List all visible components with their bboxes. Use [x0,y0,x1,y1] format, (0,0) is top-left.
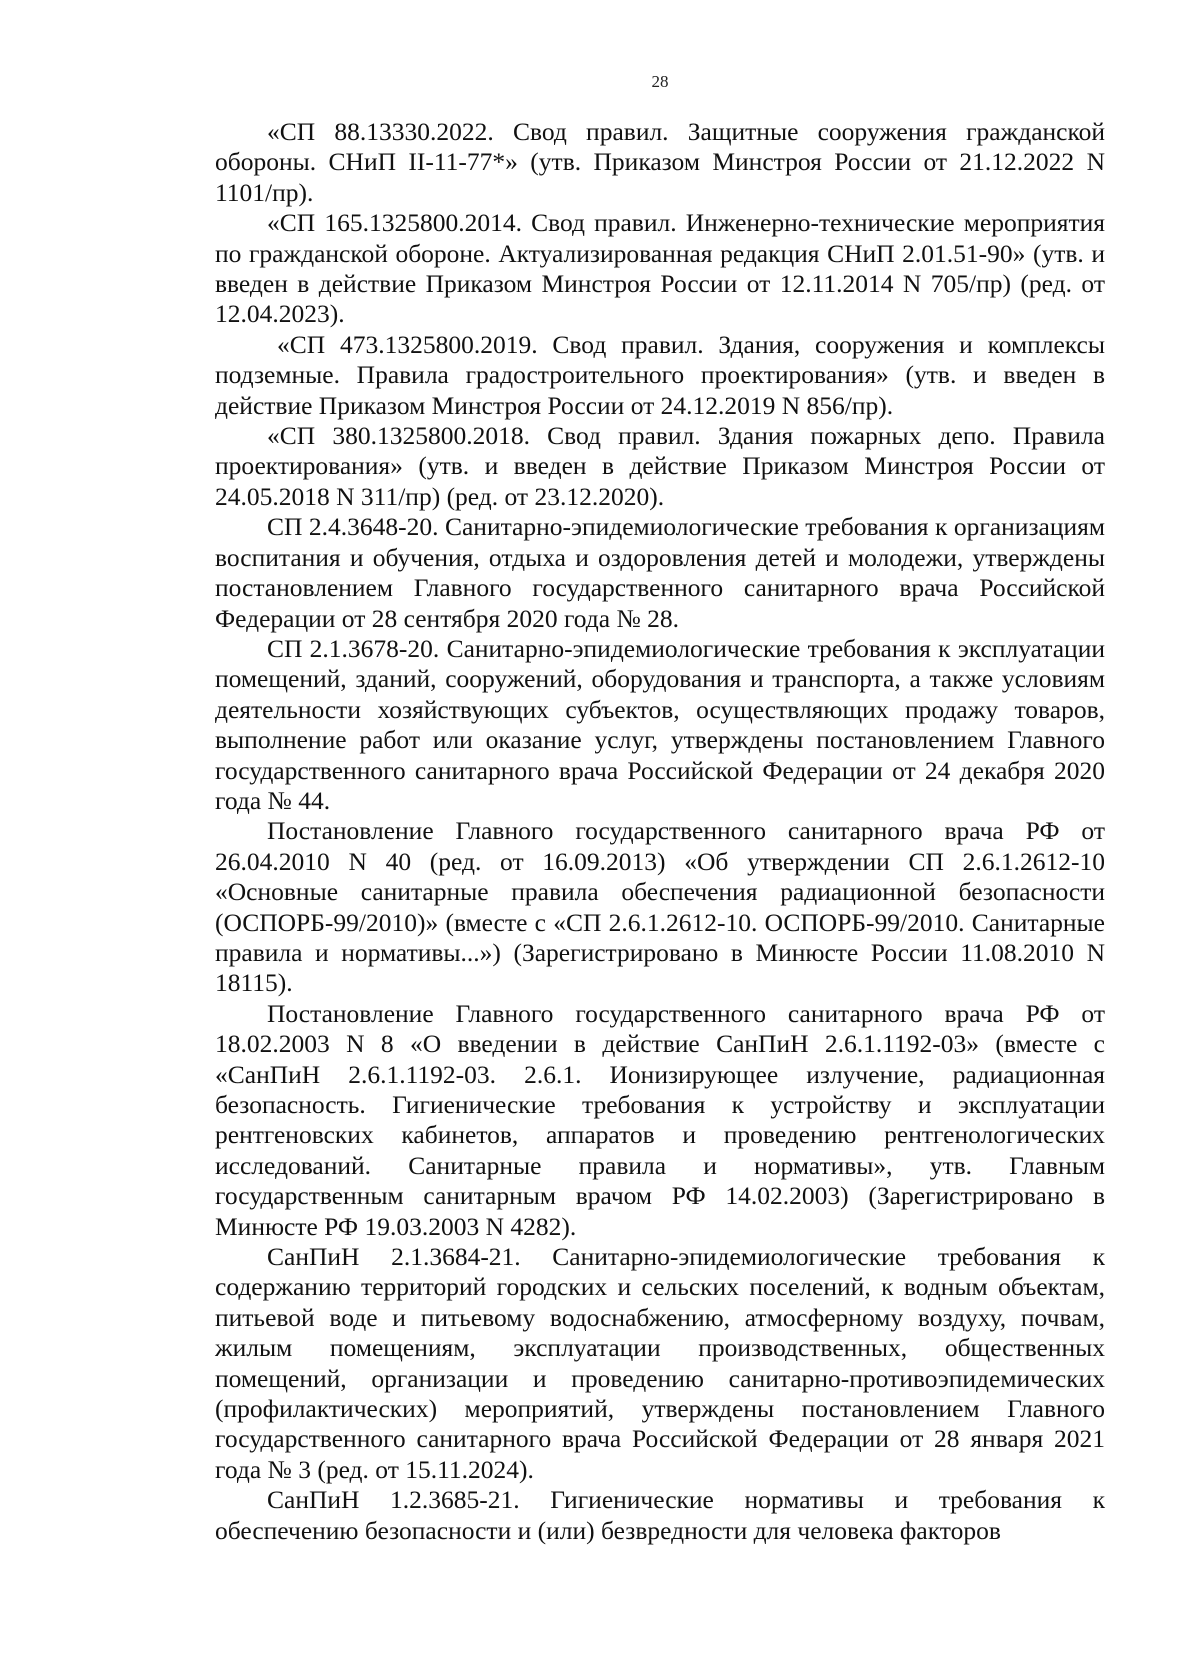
paragraph-sp-2-4-3648: СП 2.4.3648-20. Санитарно-эпидемиологические требования к организациям воспитания и обучения, отдыха и оздоровления детей и молодежи, утверждены постановлением Главного государственного санитарного врача Российской Федерации от 28 сентября 2020 года № 28. [215,512,1105,633]
paragraph-sanpin-1-2-3685: СанПиН 1.2.3685-21. Гигиенические нормативы и требования к обеспечению безопасности и (или) безвредности для человека факторов [215,1485,1105,1545]
paragraph-sanpin-2-1-3684: СанПиН 2.1.3684-21. Санитарно-эпидемиологические требования к содержанию территорий городских и сельских поселений, к водным объектам, питьевой воде и питьевому водоснабжению, атмосферному воздуху, почвам, жилым помещениям, эксплуатации производственных, общественных помещений, организации и проведению санитарно-противоэпидемических (профилактических) мероприятий, утверждены постановлением Главного государственного санитарного врача Российской Федерации от 28 января 2021 года № 3 (ред. от 15.11.2024). [215,1242,1105,1484]
paragraph-sp-165: «СП 165.1325800.2014. Свод правил. Инженерно-технические мероприятия по гражданской обороне. Актуализированная редакция СНиП 2.01.51-90» (утв. и введен в действие Приказом Минстроя России от 12.11.2014 N 705/пр) (ред. от 12.04.2023). [215,208,1105,329]
page-number: 28 [651,72,669,91]
paragraph-sp-473: «СП 473.1325800.2019. Свод правил. Здания, сооружения и комплексы подземные. Правила градостроительного проектирования» (утв. и введен в действие Приказом Минстроя России от 24.12.2019 N 856/пр). [215,329,1105,420]
paragraph-sp-2-1-3678: СП 2.1.3678-20. Санитарно-эпидемиологические требования к эксплуатации помещений, зданий, сооружений, оборудования и транспорта, а также условиям деятельности хозяйствующих субъектов, осуществляющих продажу товаров, выполнение работ или оказание услуг, утверждены постановлением Главного государственного санитарного врача Российской Федерации от 24 декабря 2020 года № 44. [215,633,1105,815]
paragraph-sp-88: «СП 88.13330.2022. Свод правил. Защитные сооружения гражданской обороны. СНиП II-11-77*» (утв. Приказом Минстроя России от 21.12.2022 N 1101/пр). [215,117,1105,207]
paragraph-resolution-40: Постановление Главного государственного санитарного врача РФ от 26.04.2010 N 40 (ред. от 16.09.2013) «Об утверждении СП 2.6.1.2612-10 «Основные санитарные правила обеспечения радиационной безопасности (ОСПОРБ-99/2010)» (вместе с «СП 2.6.1.2612-10. ОСПОРБ-99/2010. Санитарные правила и нормативы...») (Зарегистрировано в Минюсте России 11.08.2010 N 18115). [215,816,1105,998]
paragraph-sp-380: «СП 380.1325800.2018. Свод правил. Здания пожарных депо. Правила проектирования» (утв. и введен в действие Приказом Минстроя России от 24.05.2018 N 311/пр) (ред. от 23.12.2020). [215,421,1105,511]
paragraph-resolution-8: Постановление Главного государственного санитарного врача РФ от 18.02.2003 N 8 «О введении в действие СанПиН 2.6.1.1192-03» (вместе с «СанПиН 2.6.1.1192-03. 2.6.1. Ионизирующее излучение, радиационная безопасность. Гигиенические требования к устройству и эксплуатации рентгеновских кабинетов, аппаратов и проведению рентгенологических исследований. Санитарные правила и нормативы», утв. Главным государственным санитарным врачом РФ 14.02.2003) (Зарегистрировано в Минюсте РФ 19.03.2003 N 4282). [215,998,1105,1241]
document-body [215,117,1105,1546]
